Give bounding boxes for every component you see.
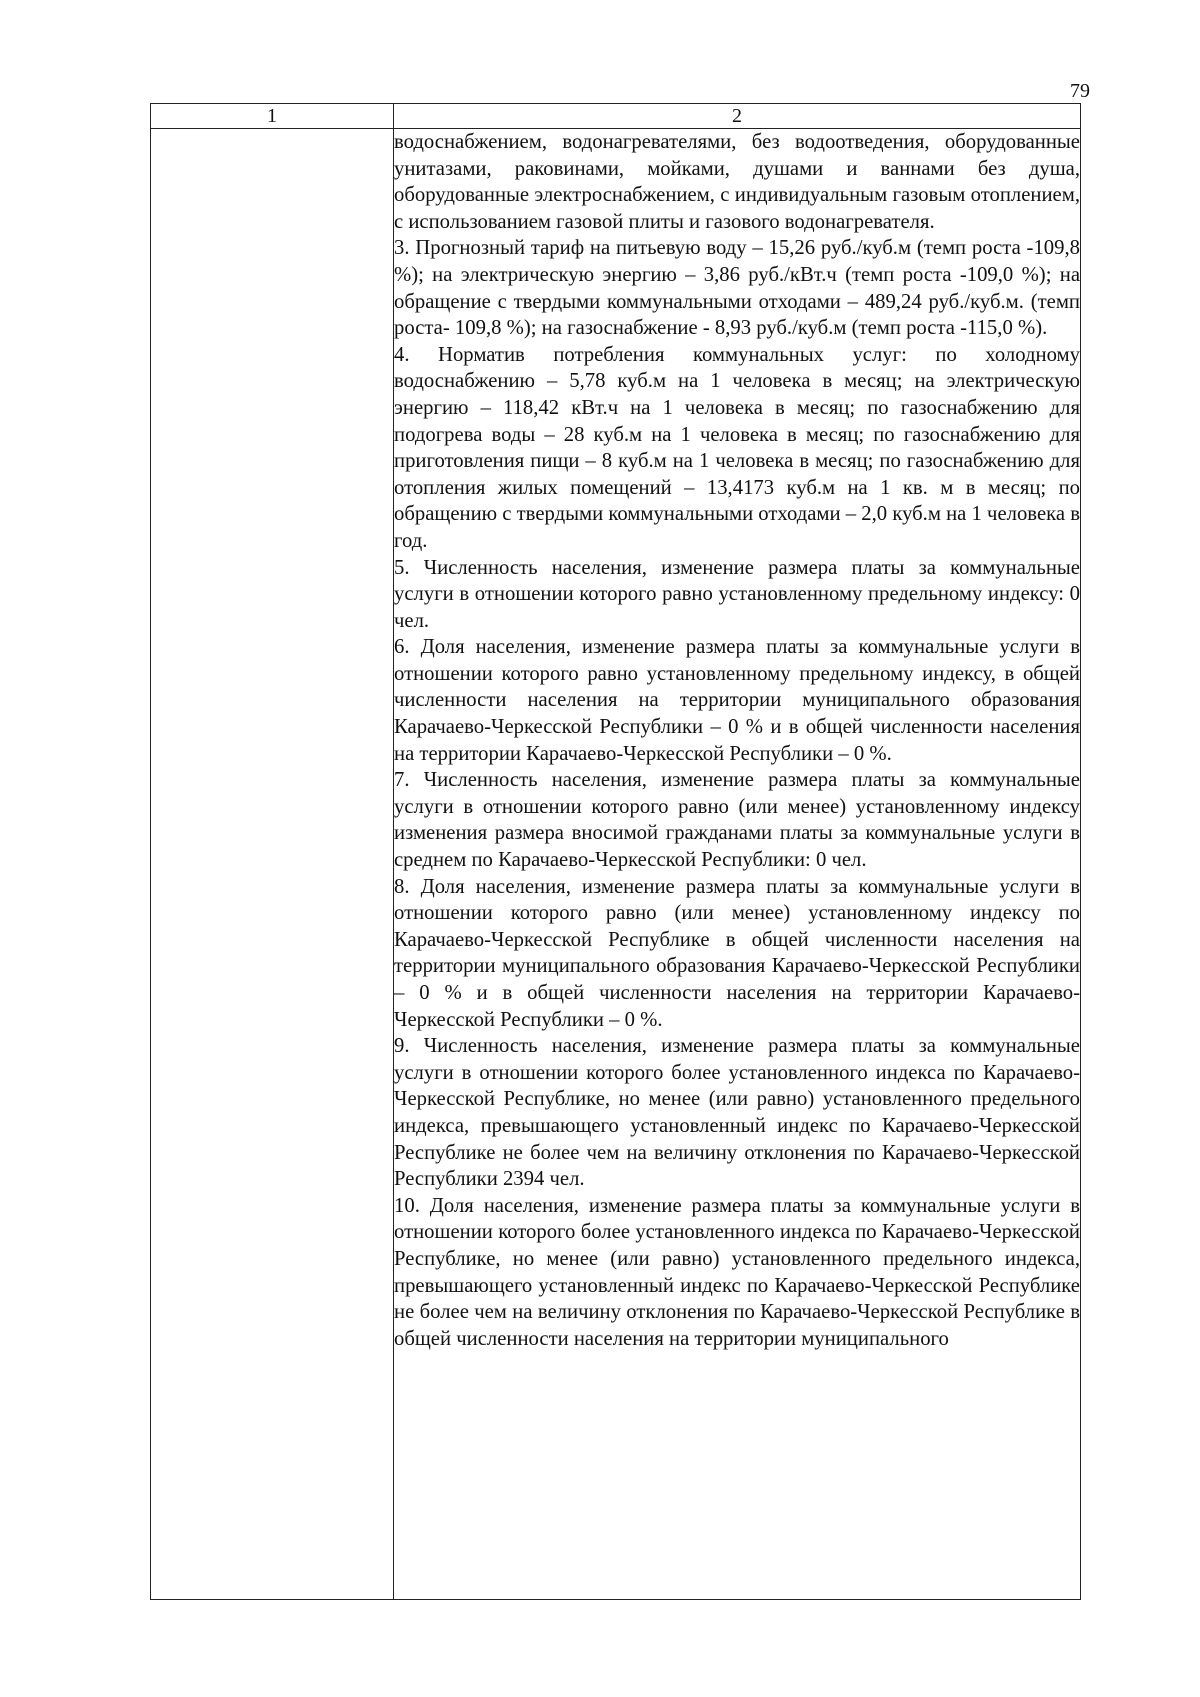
paragraph-4-consumption-norm: 4. Норматив потребления коммунальных услуг: по холодному водоснабжению – 5,78 куб.м на 1 человека в месяц; на электрическую энергию – 118,42 кВт.ч на 1 человека в месяц; по газоснабжению для подогрева воды – 28 куб.м на 1 человека в месяц; по газоснабжению для приготовления пищи – 8 куб.м на 1 человека в месяц; по газоснабжению для отопления жилых помещений – 13,4173 куб.м на 1 кв. м в месяц; по обращению с твердыми коммунальными отходами – 2,0 куб.м на 1 человека в год. <box>394 343 1080 552</box>
paragraph-7-population-count: 7. Численность населения, изменение размера платы за коммунальные услуги в отношении которого равно (или менее) установленному индексу изменения размера вносимой гражданами платы за коммунальные услуги в среднем по Карачаево-Черкесской Республики: 0 чел. <box>394 769 1080 872</box>
paragraph-9-population-count: 9. Численность населения, изменение размера платы за коммунальные услуги в отношении которого более установленного индекса по Карачаево-Черкесской Республике, но менее (или равно) установленного предельного индекса, превышающего установленный индекс по Карачаево-Черкесской Республике не более чем на величину отклонения по Карачаево-Черкесской Республики 2394 чел. <box>394 1035 1080 1191</box>
column-header-2: 2 <box>394 104 1081 129</box>
page-number: 79 <box>1070 80 1090 102</box>
column-header-1: 1 <box>151 104 394 129</box>
paragraph-5-population-count: 5. Численность населения, изменение размера платы за коммунальные услуги в отношении которого равно установленному предельному индексу: 0 чел. <box>394 556 1080 632</box>
column-1-cell <box>151 129 394 1600</box>
content-table <box>150 103 1081 1600</box>
paragraph-8-population-share: 8. Доля населения, изменение размера платы за коммунальные услуги в отношении которого равно (или менее) установленному индексу по Карачаево-Черкесской Республике в общей численности населения на территории муниципального образования Карачаево-Черкесской Республики – 0 % и в общей численности населения на территории Карачаево-Черкесской Республики – 0 %. <box>394 875 1080 1031</box>
paragraph-continuation: водоснабжением, водонагревателями, без водоотведения, оборудованные унитазами, раковинами, мойками, душами и ваннами без душа, оборудованные электроснабжением, с индивидуальным газовым отоплением, с использованием газовой плиты и газового водонагревателя. <box>394 131 1080 233</box>
paragraph-3-forecast-tariff: 3. Прогнозный тариф на питьевую воду – 15,26 руб./куб.м (темп роста -109,8 %); на электрическую энергию – 3,86 руб./кВт.ч (темп роста -109,0 %); на обращение с твердыми коммунальными отходами – 489,24 руб./куб.м. (темп роста- 109,8 %); на газоснабжение - 8,93 руб./куб.м (темп роста -115,0 %). <box>394 237 1080 340</box>
table-header-row <box>151 104 1081 129</box>
column-2-cell <box>394 129 1081 1600</box>
paragraph-6-population-share: 6. Доля населения, изменение размера платы за коммунальные услуги в отношении которого равно установленному предельному индексу, в общей численности населения на территории муниципального образования Карачаево-Черкесской Республики – 0 % и в общей численности населения на территории Карачаево-Черкесской Республики – 0 %. <box>394 636 1080 765</box>
paragraph-10-population-share: 10. Доля населения, изменение размера платы за коммунальные услуги в отношении которого более установленного индекса по Карачаево-Черкесской Республике, но менее (или равно) установленного предельного индекса, превышающего установленный индекс по Карачаево-Черкесской Республике не более чем на величину отклонения по Карачаево-Черкесской Республике в общей численности населения на территории муниципального <box>394 1194 1080 1350</box>
table-row <box>151 129 1081 1600</box>
